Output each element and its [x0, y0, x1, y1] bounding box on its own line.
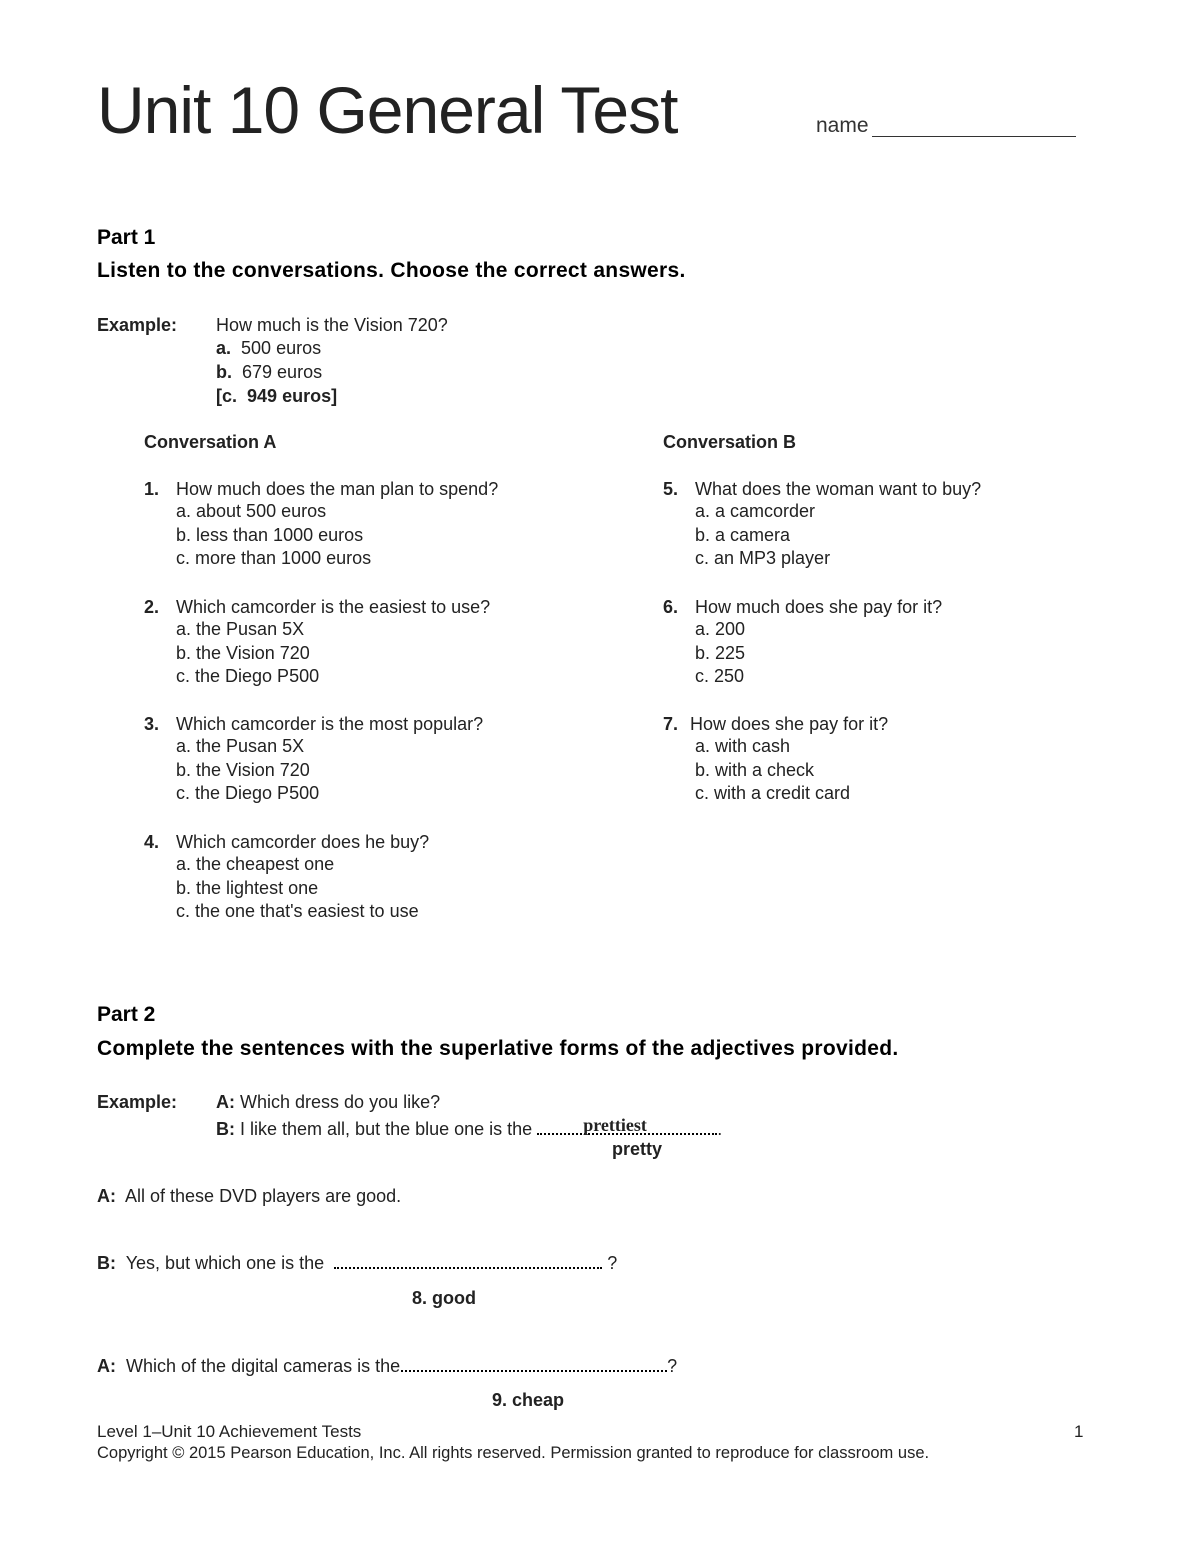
question-text: How much does the man plan to spend?	[176, 479, 499, 499]
example-answer: prettiest	[583, 1115, 647, 1135]
question-text: Which camcorder does he buy?	[176, 832, 430, 852]
answer-option[interactable]: b. with a check	[695, 759, 815, 780]
speaker-label: A:	[216, 1092, 235, 1112]
part2-example-line-a	[216, 1092, 440, 1113]
answer-option[interactable]: a. 200	[695, 619, 746, 639]
sentence-end: ?	[607, 1253, 618, 1273]
name-label: name	[816, 114, 869, 137]
part1-heading: Part 1	[97, 226, 156, 249]
option-text: 949 euros]	[247, 386, 338, 406]
speaker-label: B:	[97, 1253, 116, 1273]
sentence-text: All of these DVD players are good.	[125, 1186, 402, 1206]
answer-option[interactable]: c. 250	[695, 666, 745, 686]
answer-option[interactable]: b. the Vision 720	[176, 759, 310, 780]
part2-example-label: Example:	[97, 1092, 178, 1112]
question-text: What does the woman want to buy?	[695, 479, 982, 499]
answer-option[interactable]: c. the one that's easiest to use	[176, 901, 419, 921]
item-9-line-a	[97, 1356, 677, 1377]
part2-instruction: Complete the sentences with the superlative forms of the adjectives provided.	[97, 1037, 899, 1060]
speaker-label: A:	[97, 1356, 116, 1376]
answer-option[interactable]: a. about 500 euros	[176, 501, 327, 521]
answer-option[interactable]: a. the Pusan 5X	[176, 736, 305, 756]
answer-blank-9[interactable]	[401, 1356, 667, 1372]
page-number: 1	[1074, 1422, 1084, 1441]
name-input-line[interactable]	[872, 136, 1076, 137]
example-adjective: pretty	[612, 1139, 663, 1159]
question-4	[144, 832, 430, 924]
question-5	[663, 479, 982, 571]
footer-level: Level 1–Unit 10 Achievement Tests	[97, 1422, 362, 1441]
question-number: 6.	[663, 597, 679, 617]
speaker-label: A:	[97, 1186, 116, 1206]
item-8-line-b	[97, 1253, 617, 1274]
question-number: 4.	[144, 832, 160, 852]
option-letter: [c.	[216, 386, 238, 406]
option-letter: b.	[216, 362, 232, 382]
question-2	[144, 597, 491, 689]
question-number: 3.	[144, 714, 160, 734]
part1-example-question: How much is the Vision 720?	[216, 315, 448, 335]
answer-option[interactable]: b. the lightest one	[176, 877, 319, 898]
example-answer-blank	[537, 1115, 717, 1135]
answer-option[interactable]: a. with cash	[695, 736, 791, 756]
example-option-b	[216, 362, 322, 383]
question-text: Which camcorder is the easiest to use?	[176, 597, 491, 617]
question-text: Which camcorder is the most popular?	[176, 714, 484, 734]
example-option-c-answer	[216, 386, 337, 407]
question-7	[663, 714, 889, 806]
answer-option[interactable]: b. a camera	[695, 524, 791, 545]
answer-blank-8[interactable]	[334, 1253, 602, 1269]
question-number: 7.	[663, 714, 679, 734]
page-title: Unit 10 General Test	[97, 73, 678, 147]
sentence-text: Yes, but which one is the	[125, 1253, 325, 1273]
option-text: 679 euros	[242, 362, 323, 382]
sentence-end: ?	[667, 1356, 678, 1376]
answer-option[interactable]: c. more than 1000 euros	[176, 548, 372, 568]
answer-option[interactable]: b. less than 1000 euros	[176, 524, 364, 545]
answer-option[interactable]: b. 225	[695, 642, 746, 663]
question-text: How does she pay for it?	[690, 714, 889, 734]
footer-copyright: Copyright © 2015 Pearson Education, Inc. All rights reserved. Permission granted to reproduce for classroom use.	[97, 1444, 930, 1462]
answer-option[interactable]: a. a camcorder	[695, 501, 816, 521]
item-9-prompt: 9. cheap	[492, 1390, 565, 1410]
example-option-a	[216, 338, 321, 359]
answer-option[interactable]: c. the Diego P500	[176, 666, 320, 686]
answer-option[interactable]: b. the Vision 720	[176, 642, 310, 663]
conversation-b-heading: Conversation B	[663, 432, 797, 452]
item-8-line-a	[97, 1186, 401, 1207]
part2-heading: Part 2	[97, 1003, 156, 1026]
conversation-a-heading: Conversation A	[144, 432, 277, 452]
part1-example-label: Example:	[97, 315, 178, 335]
question-number: 5.	[663, 479, 679, 499]
sentence-text: I like them all, but the blue one is the	[240, 1119, 533, 1139]
part1-instruction: Listen to the conversations. Choose the correct answers.	[97, 259, 686, 282]
item-8-prompt: 8. good	[412, 1288, 476, 1308]
question-number: 1.	[144, 479, 160, 499]
answer-option[interactable]: a. the cheapest one	[176, 854, 335, 874]
question-3	[144, 714, 484, 806]
question-6	[663, 597, 943, 689]
option-letter: a.	[216, 338, 232, 358]
question-1	[144, 479, 499, 571]
answer-option[interactable]: c. with a credit card	[695, 783, 851, 803]
answer-option[interactable]: c. the Diego P500	[176, 783, 320, 803]
question-number: 2.	[144, 597, 160, 617]
sentence-text: Which of the digital cameras is the	[126, 1356, 401, 1376]
speaker-label: B:	[216, 1119, 235, 1139]
question-text: How much does she pay for it?	[695, 597, 943, 617]
option-text: 500 euros	[241, 338, 322, 358]
answer-option[interactable]: a. the Pusan 5X	[176, 619, 305, 639]
answer-option[interactable]: c. an MP3 player	[695, 548, 831, 568]
sentence-text: Which dress do you like?	[240, 1092, 441, 1112]
part2-example-line-b	[216, 1115, 722, 1140]
sentence-end: .	[717, 1119, 723, 1139]
